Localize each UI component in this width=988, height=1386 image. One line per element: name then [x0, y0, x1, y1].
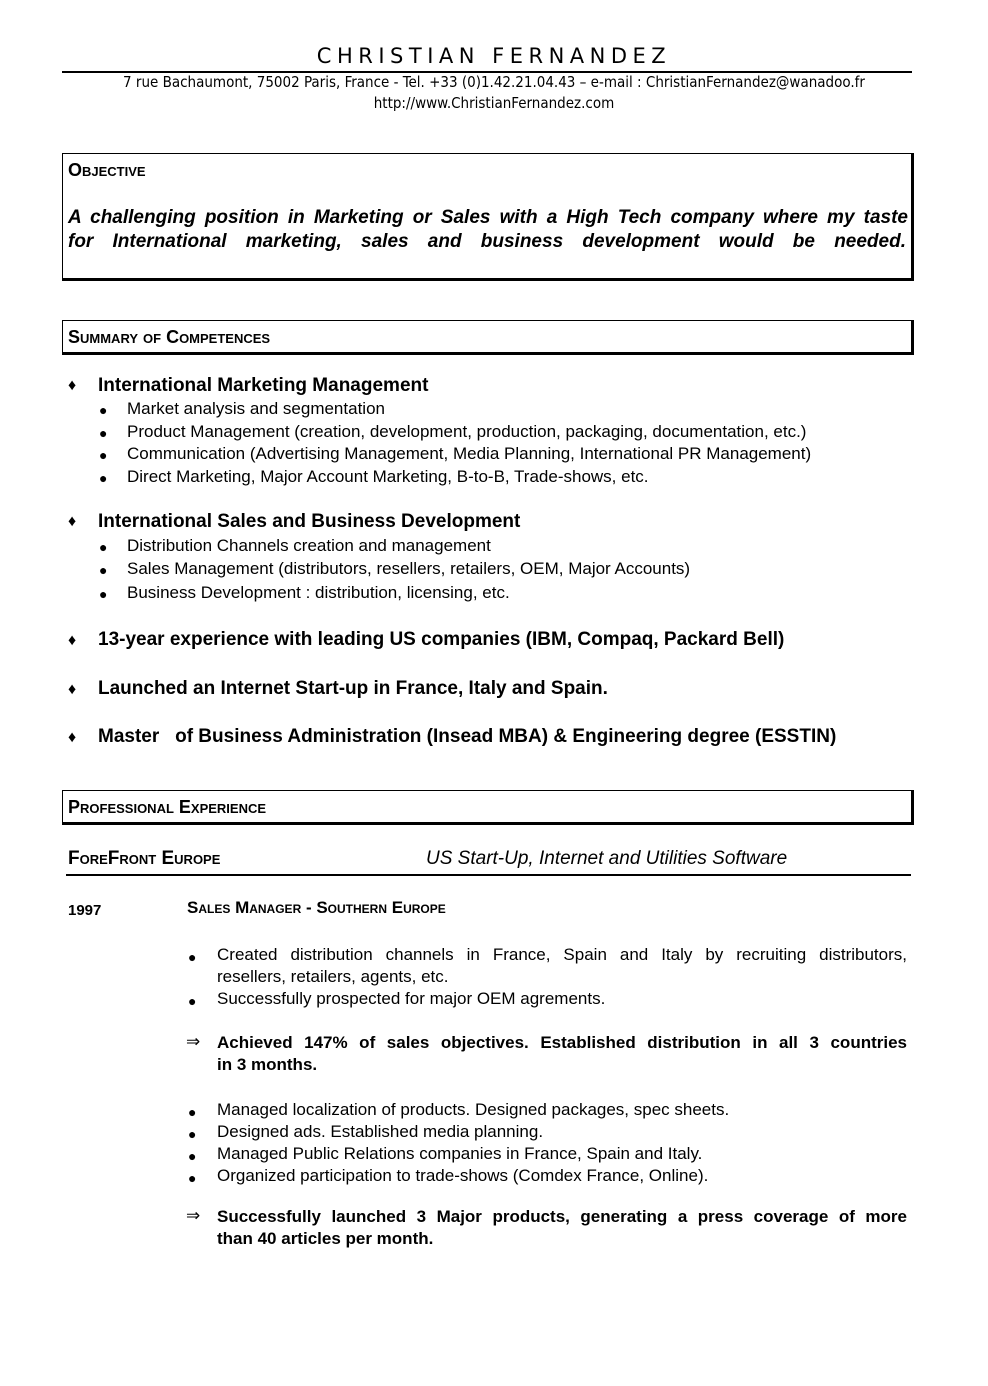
candidate-name: CHRISTIAN FERNANDEZ — [316, 44, 672, 68]
dot-bullet-icon: ● — [188, 993, 197, 1009]
competence-item: Distribution Channels creation and management — [127, 536, 491, 555]
competence-item: Product Management (creation, development, production, packaging, documentation, etc.) — [127, 422, 807, 441]
competences-heading: Summary of Competences — [68, 327, 271, 347]
competence-item: Direct Marketing, Major Account Marketing, B-to-B, Trade-shows, etc. — [127, 467, 649, 486]
highlight-item: Launched an Internet Start-up in France, Italy and Spain. — [98, 678, 608, 699]
dot-bullet-icon: ● — [188, 1170, 197, 1186]
company-description: US Start-Up, Internet and Utilities Software — [426, 848, 788, 869]
diamond-bullet-icon: ♦ — [68, 681, 77, 698]
dot-bullet-icon: ● — [99, 539, 108, 555]
result-line: Successfully launched 3 Major products, generating a press coverage of more — [217, 1207, 907, 1226]
highlight-item: Master of Business Administration (Insead MBA) & Engineering degree (ESSTIN) — [98, 726, 837, 747]
experience-bullet: Created distribution channels in France, Spain and Italy by recruiting distributors, — [217, 945, 907, 964]
experience-bullet: Managed Public Relations companies in France, Spain and Italy. — [217, 1144, 703, 1163]
job-year: 1997 — [68, 902, 102, 919]
diamond-bullet-icon: ♦ — [68, 729, 77, 746]
diamond-bullet-icon: ♦ — [68, 513, 77, 530]
dot-bullet-icon: ● — [99, 402, 108, 418]
dot-bullet-icon: ● — [188, 1148, 197, 1164]
experience-bullet: Managed localization of products. Designed packages, spec sheets. — [217, 1100, 730, 1119]
implies-arrow-icon: ⇒ — [186, 1206, 201, 1225]
dot-bullet-icon: ● — [99, 470, 108, 486]
experience-heading: Professional Experience — [68, 797, 267, 817]
company-rule — [66, 874, 911, 876]
competence-item: Communication (Advertising Management, Media Planning, International PR Management) — [127, 444, 812, 463]
dot-bullet-icon: ● — [188, 949, 197, 965]
result-line: Achieved 147% of sales objectives. Established distribution in all 3 countries — [217, 1033, 907, 1052]
objective-line-1: A challenging position in Marketing or Sales with a High Tech company where my taste — [68, 207, 908, 228]
objective-line-2: for International marketing, sales and business development would be needed. — [68, 231, 906, 252]
competence-item: Market analysis and segmentation — [127, 399, 385, 418]
competence-group-heading: International Marketing Management — [98, 375, 429, 396]
diamond-bullet-icon: ♦ — [68, 377, 77, 394]
job-title: Sales Manager - Southern Europe — [187, 898, 446, 917]
implies-arrow-icon: ⇒ — [186, 1032, 201, 1051]
dot-bullet-icon: ● — [188, 1126, 197, 1142]
dot-bullet-icon: ● — [99, 425, 108, 441]
website-link[interactable]: http://www.ChristianFernandez.com — [373, 94, 615, 112]
dot-bullet-icon: ● — [99, 562, 108, 578]
objective-heading: Objective — [68, 160, 146, 180]
contact-line: 7 rue Bachaumont, 75002 Paris, France - Tel. +33 (0)1.42.21.04.43 – e-mail : ChristianFernandez@wanadoo.fr — [123, 73, 865, 91]
dot-bullet-icon: ● — [99, 447, 108, 463]
diamond-bullet-icon: ♦ — [68, 632, 77, 649]
result-line: than 40 articles per month. — [217, 1229, 434, 1248]
experience-bullet-continued: resellers, retailers, agents, etc. — [217, 967, 449, 986]
competence-group-heading: International Sales and Business Development — [98, 511, 521, 532]
experience-bullet: Organized participation to trade-shows (Comdex France, Online). — [217, 1166, 709, 1185]
company-name: ForeFront Europe — [68, 848, 221, 869]
dot-bullet-icon: ● — [188, 1104, 197, 1120]
dot-bullet-icon: ● — [99, 586, 108, 602]
competence-item: Sales Management (distributors, resellers, retailers, OEM, Major Accounts) — [127, 559, 691, 578]
highlight-item: 13-year experience with leading US companies (IBM, Compaq, Packard Bell) — [98, 629, 785, 650]
experience-bullet: Designed ads. Established media planning. — [217, 1122, 544, 1141]
result-line: in 3 months. — [217, 1055, 318, 1074]
competence-item: Business Development : distribution, licensing, etc. — [127, 583, 510, 602]
experience-bullet: Successfully prospected for major OEM agrements. — [217, 989, 606, 1008]
